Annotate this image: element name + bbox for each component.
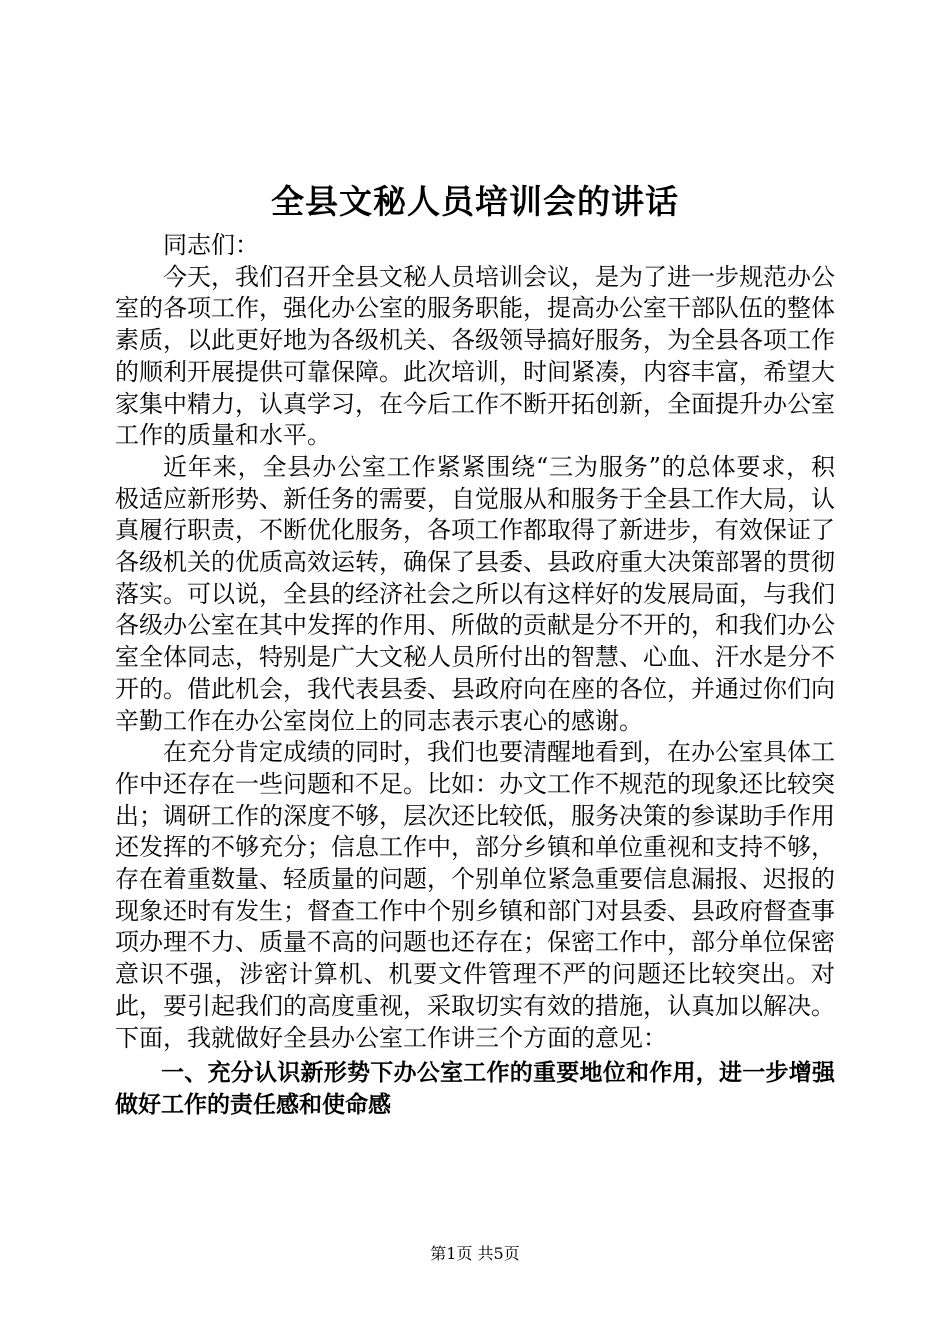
document-body xyxy=(115,230,835,1122)
page-footer: 第1页 共5页 xyxy=(430,1244,520,1263)
section-heading: 一、充分认识新形势下办公室工作的重要地位和作用，进一步增强做好工作的责任感和使命感 xyxy=(115,1060,835,1118)
paragraph-3: 在充分肯定成绩的同时，我们也要清醒地看到，在办公室具体工作中还存在一些问题和不足。比如：办文工作不规范的现象还比较突出；调研工作的深度不够，层次还比较低，服务决策的参谋助手作用还发挥的不够充分；信息工作中，部分乡镇和单位重视和支持不够，存在着重数量、轻质量的问题，个别单位紧急重要信息漏报、迟报的现象还时有发生；督查工作中个别乡镇和部门对县委、县政府督查事项办理不力、质量不高的问题也还存在；保密工作中，部分单位保密意识不强，涉密计算机、机要文件管理不严的问题还比较突出。对此，要引起我们的高度重视，采取切实有效的措施，认真加以解决。下面，我就做好全县办公室工作讲三个方面的意见： xyxy=(115,738,835,1052)
document-title: 全县文秘人员培训会的讲话 xyxy=(271,182,679,221)
paragraph-1: 今天，我们召开全县文秘人员培训会议，是为了进一步规范办公室的各项工作，强化办公室的服务职能，提高办公室干部队伍的整体素质，以此更好地为各级机关、各级领导搞好服务，为全县各项工作的顺利开展提供可靠保障。此次培训，时间紧凑，内容丰富，希望大家集中精力，认真学习，在今后工作不断开拓创新，全面提升办公室工作的质量和水平。 xyxy=(115,262,835,450)
paragraph-2: 近年来，全县办公室工作紧紧围绕“三为服务”的总体要求，积极适应新形势、新任务的需要，自觉服从和服务于全县工作大局，认真履行职责，不断优化服务，各项工作都取得了新进步，有效保证了各级机关的优质高效运转，确保了县委、县政府重大决策部署的贯彻落实。可以说，全县的经济社会之所以有这样好的发展局面，与我们各级办公室在其中发挥的作用、所做的贡献是分不开的，和我们办公室全体同志，特别是广大文秘人员所付出的智慧、心血、汗水是分不开的。借此机会，我代表县委、县政府向在座的各位，并通过你们向辛勤工作在办公室岗位上的同志表示衷心的感谢。 xyxy=(115,452,835,735)
salutation: 同志们： xyxy=(163,231,259,259)
